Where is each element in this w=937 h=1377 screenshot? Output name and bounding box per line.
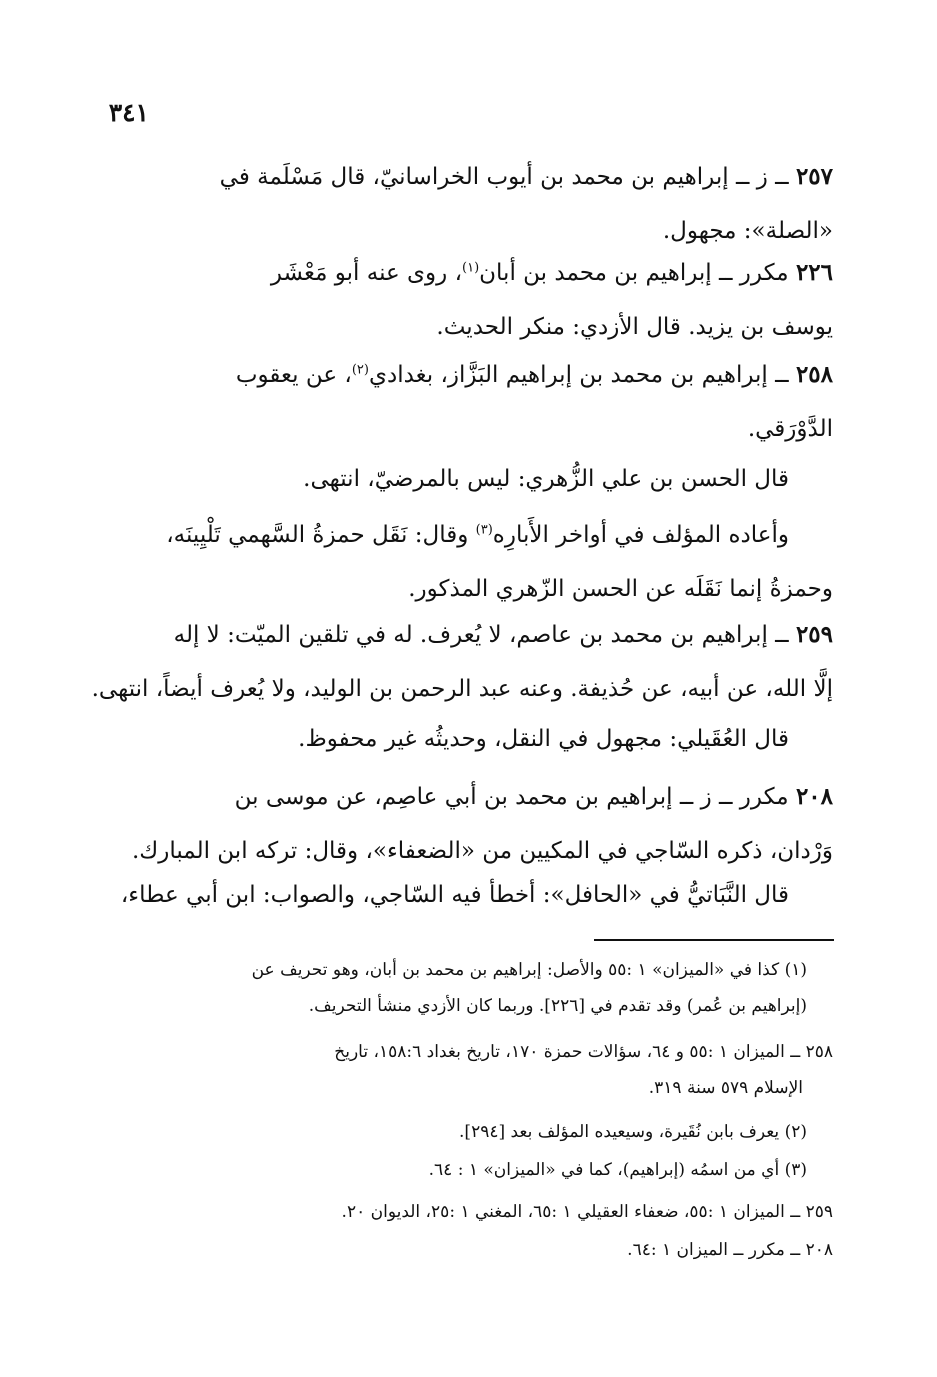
entry-208-repeat bbox=[106, 770, 833, 878]
entry-text: مكرر ــ ز ــ إبراهيم بن محمد بن أبي عاصِم، عن موسى بن bbox=[234, 784, 796, 810]
entry-line bbox=[106, 246, 833, 300]
entry-line bbox=[106, 348, 833, 402]
footnote-2 bbox=[106, 1114, 833, 1150]
footnote-1 bbox=[106, 952, 833, 1024]
paragraph-nabati bbox=[106, 868, 833, 922]
entry-258 bbox=[106, 348, 833, 456]
entry-text: ــ إبراهيم بن محمد بن إبراهيم البَزَّاز، بغدادي bbox=[368, 362, 796, 388]
entry-text: ــ ز ــ إبراهيم بن محمد بن أيوب الخراسانيّ، قال مَسْلَمة في bbox=[219, 164, 796, 190]
entry-line: قال العُقَيلي: مجهول في النقل، وحديثُه غير محفوظ. bbox=[298, 726, 789, 752]
entry-number: ٢٠٨ bbox=[795, 783, 833, 810]
entry-number: ٢٥٩ bbox=[795, 621, 833, 648]
footnote-259-sources bbox=[106, 1194, 833, 1230]
entry-text: ، روى عنه أبو مَعْشَر bbox=[270, 260, 463, 286]
entry-line bbox=[106, 608, 833, 662]
entry-text: وقال: نَقَل حمزةُ السَّهمي تَلْيِينَه، bbox=[166, 522, 476, 548]
entry-text: ــ إبراهيم بن محمد بن عاصم، لا يُعرف. له في تلقين الميّت: لا إله bbox=[173, 622, 796, 648]
footnote-ref: (١) bbox=[462, 260, 480, 276]
entry-259 bbox=[91, 608, 833, 716]
entry-line: وحمزةُ إنما نَقَلَه عن الحسن الزّهري المذكور. bbox=[408, 576, 833, 602]
footnote-ref: (٣) bbox=[475, 522, 493, 538]
entry-line bbox=[106, 508, 833, 562]
footnote-3 bbox=[106, 1152, 833, 1188]
entry-line bbox=[106, 770, 833, 824]
page-number: ٣٤١ bbox=[108, 98, 149, 127]
paragraph-uqayli bbox=[106, 712, 833, 766]
footnote-line: (إبراهيم بن عُمر) وقد تقدم في [٢٢٦]. وربما كان الأزدي منشأ التحريف. bbox=[308, 996, 807, 1016]
entry-number: ٢٢٦ bbox=[795, 259, 833, 286]
entry-text: ، عن يعقوب bbox=[235, 362, 352, 388]
footnote-208-sources bbox=[106, 1232, 833, 1268]
footnote-line: (١) كذا في «الميزان» ١ :٥٥ والأصل: إبراهيم بن محمد بن أبان، وهو تحريف عن bbox=[251, 960, 807, 980]
entry-text: مكرر ــ إبراهيم بن محمد بن أبان bbox=[479, 260, 796, 286]
entry-line: وَرْدان، ذكره السّاجي في المكيين من «الضعفاء»، وقال: تركه ابن المبارك. bbox=[131, 838, 833, 864]
paragraph-repetition bbox=[106, 508, 833, 616]
entry-line: الدَّوْرَقي. bbox=[747, 416, 833, 442]
footnote-258-sources bbox=[106, 1034, 833, 1106]
entry-text: وأعاده المؤلف في أواخر الأَبارِه bbox=[492, 522, 789, 548]
entry-line bbox=[106, 150, 833, 204]
footnote-ref: (٢) bbox=[351, 362, 369, 378]
footnote-divider bbox=[594, 939, 834, 941]
entry-line: إلَّا الله، عن أبيه، عن حُذيفة. وعنه عبد الرحمن بن الوليد، ولا يُعرف أيضاً، انتهى. bbox=[91, 676, 833, 702]
entry-line: قال النَّبَاتيُّ في «الحافل»: أخطأ فيه السّاجي، والصواب: ابن أبي عطاء، bbox=[120, 882, 789, 908]
footnote-line: (٢) يعرف بابن نُقَيرة، وسيعيده المؤلف بعد [٢٩٤]. bbox=[459, 1122, 807, 1142]
entry-number: ٢٥٨ bbox=[795, 361, 833, 388]
entry-257 bbox=[106, 150, 833, 258]
footnote-line: ٢٥٨ ــ الميزان ١ :٥٥ و ٦٤، سؤالات حمزة ١٧٠، تاريخ بغداد ١٥٨:٦، تاريخ bbox=[334, 1042, 833, 1062]
footnote-line: (٣) أي من اسمُه (إبراهيم)، كما في «الميزان» ١ : ٦٤. bbox=[428, 1160, 807, 1180]
entry-line: يوسف بن يزيد. قال الأزدي: منكر الحديث. bbox=[436, 314, 833, 340]
footnote-line: ٢٥٩ ــ الميزان ١ :٥٥، ضعفاء العقيلي ١ :٦٥، المغني ١ :٢٥، الديوان ٢٠. bbox=[341, 1202, 833, 1222]
footnote-line: ٢٠٨ ــ مكرر ــ الميزان ١ :٦٤. bbox=[627, 1240, 833, 1260]
entry-line: قال الحسن بن علي الزُّهري: ليس بالمرضيّ، انتهى. bbox=[303, 466, 789, 492]
entry-line: «الصلة»: مجهول. bbox=[662, 218, 833, 244]
paragraph-zuhri bbox=[106, 452, 833, 506]
footnote-line: الإسلام ٥٧٩ سنة ٣١٩. bbox=[648, 1078, 803, 1098]
entry-226-repeat bbox=[106, 246, 833, 354]
entry-number: ٢٥٧ bbox=[795, 163, 833, 190]
